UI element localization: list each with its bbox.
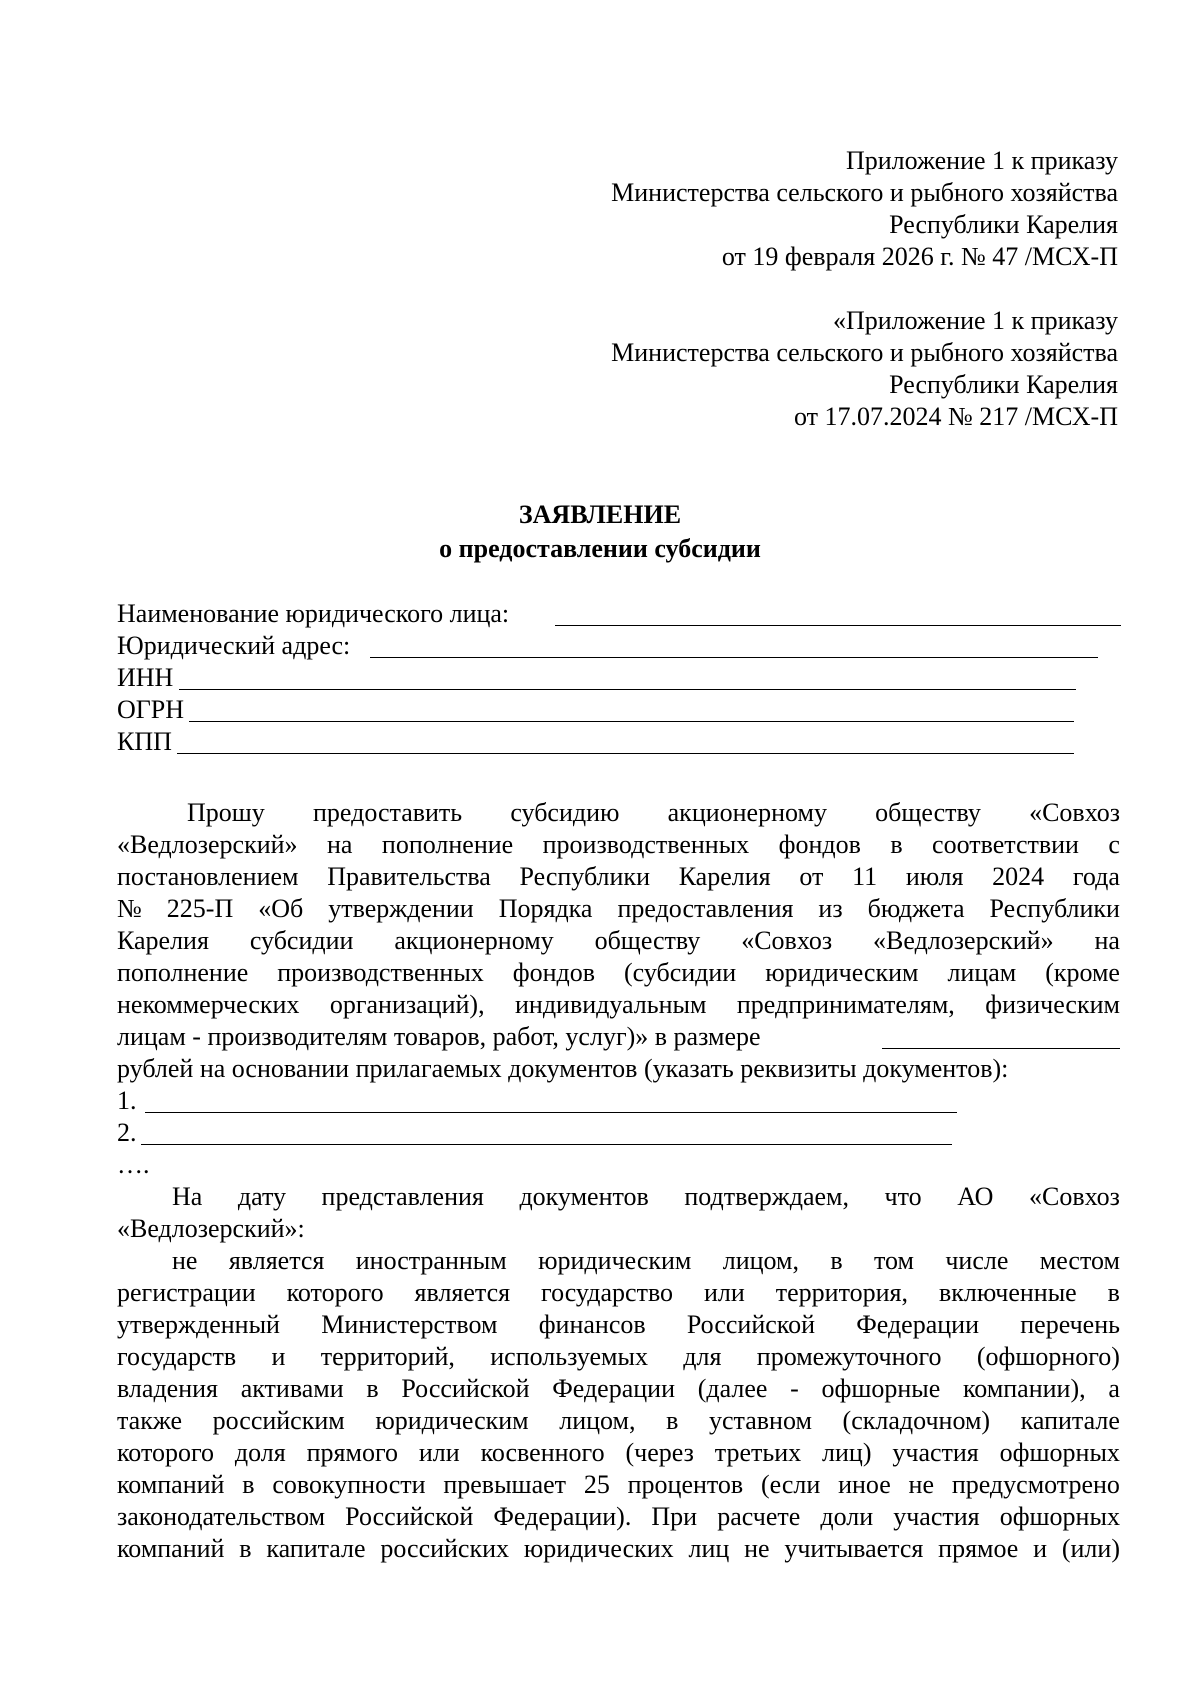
text-line <box>117 1405 1120 1437</box>
word: утверждении <box>328 894 474 923</box>
document-item-2 <box>117 1117 1120 1149</box>
text-line <box>117 1373 1120 1405</box>
blank-line-legal-address[interactable] <box>370 657 1098 658</box>
word: акционерному <box>394 926 554 955</box>
word: Республики <box>519 862 650 891</box>
word: в <box>1107 1278 1120 1307</box>
word: на <box>1094 926 1120 955</box>
word: и <box>271 1342 286 1371</box>
text-line <box>117 989 1120 1021</box>
text-line-amount <box>117 1021 1120 1053</box>
word: от <box>799 862 824 891</box>
word: используемых <box>490 1342 648 1371</box>
word: из <box>818 894 843 923</box>
word: АО <box>957 1182 994 1211</box>
document-item-1 <box>117 1085 1120 1117</box>
text-line <box>117 1245 1120 1277</box>
word: «Об <box>258 894 304 923</box>
appendix-line: Республики Карелия <box>889 210 1118 239</box>
word: (субсидии <box>623 958 737 987</box>
word: в <box>830 1246 843 1275</box>
item-number: 2. <box>117 1118 137 1147</box>
word: бюджета <box>867 894 965 923</box>
word: индивидуальным <box>514 990 707 1019</box>
word: в <box>890 830 903 859</box>
word: (складочном) <box>842 1406 991 1435</box>
word: уставном <box>709 1406 812 1435</box>
word: представления <box>321 1182 484 1211</box>
word: (или) <box>1061 1534 1120 1563</box>
word: 2024 <box>992 862 1045 891</box>
word: промежуточного <box>756 1342 942 1371</box>
word: организаций), <box>329 990 485 1019</box>
title-sub: о предоставлении субсидии <box>439 534 761 563</box>
request-paragraph <box>117 797 1120 1565</box>
word: участия <box>892 1438 979 1467</box>
word: включенные <box>938 1278 1077 1307</box>
text-line <box>117 1533 1120 1565</box>
word: офшорные <box>821 1374 941 1403</box>
word: 25 <box>583 1470 610 1499</box>
word: косвенного <box>480 1438 605 1467</box>
word: является <box>414 1278 511 1307</box>
field-ogrn <box>117 694 1117 726</box>
word: «Совхоз <box>1029 1182 1120 1211</box>
ellipsis: …. <box>117 1150 150 1179</box>
word: третьих <box>714 1438 802 1467</box>
text-line <box>117 1309 1120 1341</box>
word: На <box>172 1182 203 1211</box>
word: не <box>172 1246 198 1275</box>
word: физическим <box>985 990 1120 1019</box>
word: расчете <box>717 1502 801 1531</box>
word: (кроме <box>1045 958 1120 987</box>
word: года <box>1072 862 1120 891</box>
word: иностранным <box>355 1246 507 1275</box>
text-line <box>117 957 1120 989</box>
word: «Совхоз <box>1029 798 1120 827</box>
word: производственных <box>277 958 484 987</box>
word: предоставить <box>312 798 463 827</box>
field-label: КПП <box>117 727 172 756</box>
word: производственных <box>542 830 750 859</box>
word: или <box>418 1438 460 1467</box>
word: совокупности <box>272 1470 426 1499</box>
blank-line-document-1[interactable] <box>145 1112 957 1113</box>
word: (если <box>760 1470 821 1499</box>
text-line <box>117 1469 1120 1501</box>
word: дату <box>237 1182 286 1211</box>
appendix-header-previous <box>218 305 1118 433</box>
word: процентов <box>627 1470 744 1499</box>
blank-line-document-2[interactable] <box>141 1144 952 1145</box>
word: российских <box>380 1534 510 1563</box>
word: а <box>1108 1374 1120 1403</box>
word: которого <box>117 1438 215 1467</box>
company-name: «Ведлозерский»: <box>117 1214 305 1243</box>
word: «Ведлозерский» <box>117 830 298 859</box>
appendix-line: Республики Карелия <box>889 370 1118 399</box>
word: в <box>366 1374 379 1403</box>
word: (офшорного) <box>976 1342 1120 1371</box>
word: офшорных <box>999 1502 1120 1531</box>
appendix-line: Министерства сельского и рыбного хозяйства <box>611 338 1118 367</box>
word: территорий, <box>320 1342 455 1371</box>
word: лицом, <box>559 1406 636 1435</box>
word: также <box>117 1406 183 1435</box>
word: предоставления <box>617 894 794 923</box>
documents-label: рублей на основании прилагаемых документов (указать реквизиты документов): <box>117 1054 1009 1083</box>
word: или <box>704 1278 745 1307</box>
text-line <box>117 1213 1120 1245</box>
word: фондов <box>512 958 596 987</box>
word: капитале <box>266 1534 366 1563</box>
word: субсидии <box>249 926 354 955</box>
word: компаний <box>117 1470 225 1499</box>
word: государств <box>117 1342 237 1371</box>
word: прямого <box>306 1438 398 1467</box>
word: в <box>666 1406 679 1435</box>
word: субсидию <box>510 798 620 827</box>
word: - <box>790 1374 799 1403</box>
word: Российской <box>401 1374 530 1403</box>
word: офшорных <box>999 1438 1120 1467</box>
word: пополнение <box>381 830 514 859</box>
word: том <box>874 1246 914 1275</box>
text-line <box>117 925 1120 957</box>
word: превышает <box>443 1470 567 1499</box>
word: которого <box>286 1278 384 1307</box>
word: Правительства <box>327 862 491 891</box>
word: Карелия <box>678 862 771 891</box>
word: регистрации <box>117 1278 256 1307</box>
blank-line-legal-name[interactable] <box>555 625 1121 626</box>
word: владения <box>117 1374 219 1403</box>
word: и <box>1033 1534 1048 1563</box>
word: перечень <box>1020 1310 1120 1339</box>
word: с <box>1108 830 1120 859</box>
field-kpp <box>117 726 1117 758</box>
text-line <box>117 1277 1120 1309</box>
word: компании), <box>963 1374 1086 1403</box>
appendix-line: от 17.07.2024 № 217 /МСХ-П <box>793 402 1118 431</box>
word: капитале <box>1020 1406 1120 1435</box>
text-line <box>117 1053 1120 1085</box>
field-inn <box>117 662 1117 694</box>
word: Министерством <box>321 1310 498 1339</box>
title-main: ЗАЯВЛЕНИЕ <box>518 500 682 529</box>
field-label: Наименование юридического лица: <box>117 599 510 628</box>
word: местом <box>1039 1246 1120 1275</box>
applicant-fields <box>117 598 1117 758</box>
word: активами <box>240 1374 344 1403</box>
text-line <box>117 829 1120 861</box>
word: юридическим <box>375 1406 529 1435</box>
text-line <box>117 1341 1120 1373</box>
word: учитывается <box>784 1534 924 1563</box>
word: (через <box>625 1438 694 1467</box>
word: подтверждаем, <box>684 1182 849 1211</box>
blank-line-ogrn[interactable] <box>189 721 1074 722</box>
word: предусмотрено <box>951 1470 1120 1499</box>
word: 11 <box>852 862 878 891</box>
word: обществу <box>594 926 701 955</box>
word: Российской <box>345 1502 474 1531</box>
word: финансов <box>538 1310 646 1339</box>
text-line <box>117 1181 1120 1213</box>
field-legal-name <box>117 598 1117 630</box>
word: документов <box>519 1182 649 1211</box>
word: что <box>884 1182 922 1211</box>
word: участия <box>893 1502 980 1531</box>
document-item-more <box>117 1149 1120 1181</box>
word: для <box>683 1342 722 1371</box>
word: акционерному <box>667 798 827 827</box>
word: доли <box>820 1502 874 1531</box>
word: Порядка <box>498 894 593 923</box>
blank-line-amount[interactable] <box>882 1048 1120 1049</box>
blank-line-kpp[interactable] <box>177 753 1074 754</box>
word: лицам <box>947 958 1017 987</box>
word: (далее <box>697 1374 768 1403</box>
blank-line-inn[interactable] <box>179 689 1076 690</box>
word: лицом, <box>722 1246 800 1275</box>
appendix-line: Приложение 1 к приказу <box>845 146 1118 175</box>
appendix-header-current <box>218 145 1118 273</box>
word: юридических <box>523 1534 674 1563</box>
word: Прошу <box>187 798 265 827</box>
word: в <box>239 1534 252 1563</box>
word: в <box>242 1470 255 1499</box>
word: соответствии <box>932 830 1079 859</box>
amount-prefix: лицам - производителям товаров, работ, услуг)» в размере <box>117 1022 761 1051</box>
word: пополнение <box>117 958 249 987</box>
word: постановлением <box>117 862 299 891</box>
word: не <box>744 1534 770 1563</box>
text-line <box>117 861 1120 893</box>
word: обществу <box>875 798 981 827</box>
word: июля <box>905 862 964 891</box>
word: российским <box>212 1406 345 1435</box>
word: «Ведлозерский» <box>873 926 1054 955</box>
appendix-line: Министерства сельского и рыбного хозяйства <box>611 178 1118 207</box>
word: Карелия <box>117 926 209 955</box>
word: Федерации <box>552 1374 675 1403</box>
word: лиц <box>688 1534 730 1563</box>
word: прямое <box>938 1534 1019 1563</box>
word: Российской <box>686 1310 815 1339</box>
word: юридическим <box>538 1246 692 1275</box>
word: некоммерческих <box>117 990 300 1019</box>
word: компаний <box>117 1534 225 1563</box>
word: фондов <box>778 830 861 859</box>
word: утвержденный <box>117 1310 280 1339</box>
word: на <box>327 830 353 859</box>
document-title <box>0 498 1200 566</box>
word: является <box>228 1246 325 1275</box>
word: доля <box>234 1438 286 1467</box>
word: территория, <box>775 1278 908 1307</box>
word: числе <box>945 1246 1009 1275</box>
word: государство <box>541 1278 674 1307</box>
word: «Совхоз <box>741 926 833 955</box>
word: юридическим <box>765 958 919 987</box>
field-label: ОГРН <box>117 695 185 724</box>
word: № <box>117 894 142 923</box>
word: предпринимателям, <box>736 990 955 1019</box>
word: При <box>651 1502 698 1531</box>
appendix-line: «Приложение 1 к приказу <box>832 306 1118 335</box>
item-number: 1. <box>117 1086 137 1115</box>
field-label: Юридический адрес: <box>117 631 351 660</box>
field-legal-address <box>117 630 1117 662</box>
text-line <box>117 1501 1120 1533</box>
word: не <box>908 1470 935 1499</box>
word: Федерации). <box>493 1502 632 1531</box>
text-line <box>117 797 1120 829</box>
word: Федерации <box>856 1310 980 1339</box>
text-line <box>117 893 1120 925</box>
word: Республики <box>989 894 1120 923</box>
appendix-line: от 19 февраля 2026 г. № 47 /МСХ-П <box>721 242 1118 271</box>
word: иное <box>838 1470 891 1499</box>
word: законодательством <box>117 1502 326 1531</box>
word: лиц) <box>822 1438 872 1467</box>
text-line <box>117 1437 1120 1469</box>
field-label: ИНН <box>117 663 174 692</box>
word: 225-П <box>166 894 234 923</box>
